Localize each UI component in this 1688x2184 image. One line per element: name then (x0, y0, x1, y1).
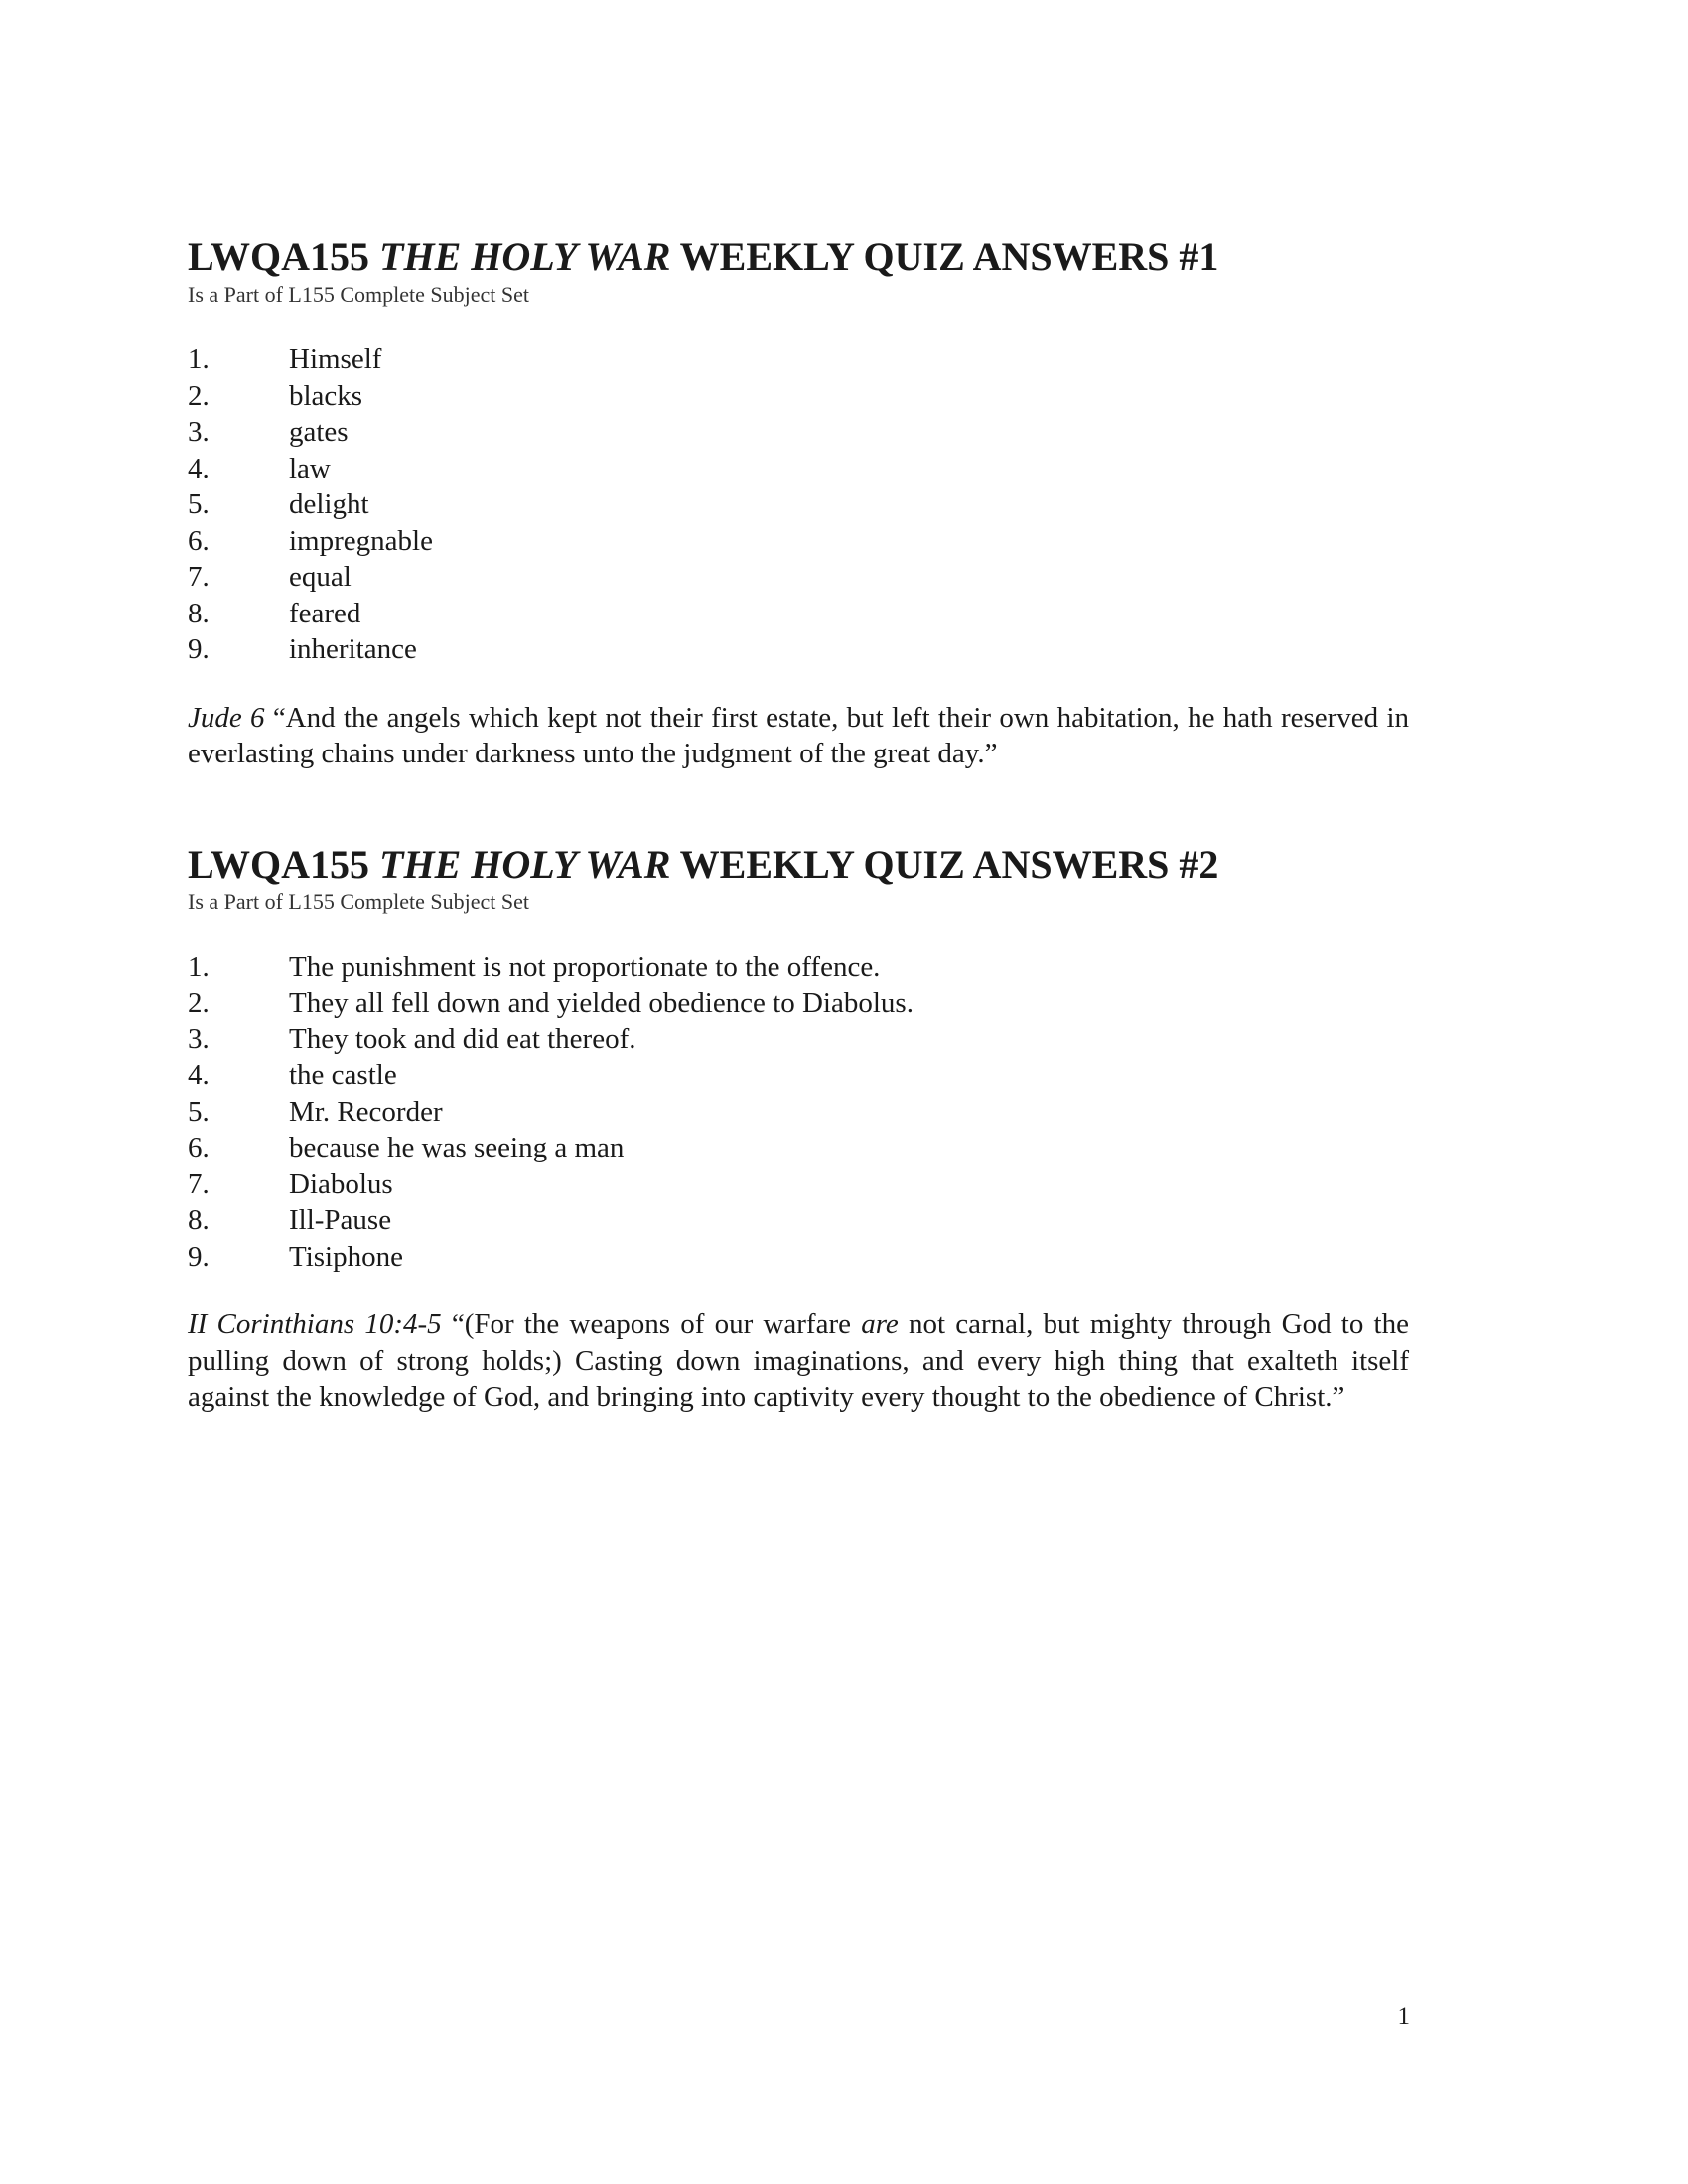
answer-text: Himself (289, 343, 382, 375)
answer-text: the castle (289, 1059, 397, 1091)
answer-text: Tisiphone (289, 1240, 403, 1273)
answer-number: 8. (188, 597, 210, 629)
list-item (188, 1166, 1409, 1203)
list-item (188, 1094, 1409, 1131)
list-item (188, 451, 1409, 487)
answer-list (188, 949, 1409, 1276)
answer-number: 4. (188, 1059, 210, 1091)
page-number: 1 (1397, 2003, 1410, 2030)
list-item (188, 523, 1409, 560)
section-subtitle: Is a Part of L155 Complete Subject Set (188, 282, 529, 307)
document-page (188, 234, 1409, 1416)
answer-number: 7. (188, 1167, 210, 1200)
answer-text: blacks (289, 379, 363, 412)
list-item (188, 341, 1409, 378)
list-item (188, 559, 1409, 596)
scripture-verse: Jude 6 “And the angels which kept not their first estate, but left their own habitation, he hath reserved in everlasting chains under darkness unto the judgment of the great day.” (188, 701, 1409, 769)
list-item (188, 1202, 1409, 1239)
section-title: LWQA155 THE HOLY WAR WEEKLY QUIZ ANSWERS #2 (188, 841, 1219, 887)
answer-text: because he was seeing a man (289, 1132, 625, 1163)
answer-number: 1. (188, 950, 210, 983)
answer-number: 6. (188, 524, 210, 557)
answer-list (188, 341, 1409, 668)
list-item (188, 631, 1409, 668)
quiz-answers-section-1 (188, 234, 1409, 772)
answer-text: They all fell down and yielded obedience to Diabolus. (289, 987, 914, 1019)
section-title: LWQA155 THE HOLY WAR WEEKLY QUIZ ANSWERS #1 (188, 234, 1219, 279)
answer-number: 5. (188, 488, 210, 520)
answer-number: 2. (188, 379, 210, 412)
answer-number: 4. (188, 452, 210, 484)
list-item (188, 985, 1409, 1022)
answer-text: The punishment is not proportionate to the offence. (289, 950, 881, 983)
answer-number: 1. (188, 343, 210, 375)
list-item (188, 596, 1409, 632)
answer-number: 6. (188, 1132, 210, 1163)
verse-reference: II Corinthians 10:4-5 (188, 1308, 442, 1340)
answer-text: impregnable (289, 524, 433, 557)
answer-text: equal (289, 561, 352, 593)
section-subtitle: Is a Part of L155 Complete Subject Set (188, 888, 529, 914)
answer-text: They took and did eat thereof. (289, 1023, 636, 1055)
verse-reference: Jude 6 (188, 701, 265, 734)
list-item (188, 1130, 1409, 1166)
quiz-answers-section-2 (188, 842, 1409, 1416)
list-item (188, 378, 1409, 415)
list-item (188, 414, 1409, 451)
answer-number: 7. (188, 561, 210, 593)
answer-number: 8. (188, 1204, 210, 1236)
list-item (188, 949, 1409, 986)
list-item (188, 1239, 1409, 1276)
answer-number: 9. (188, 1240, 210, 1273)
answer-text: delight (289, 488, 369, 520)
answer-text: feared (289, 597, 361, 629)
answer-text: Ill-Pause (289, 1204, 392, 1236)
answer-number: 3. (188, 416, 210, 448)
scripture-verse: II Corinthians 10:4-5 “(For the weapons of our warfare are not carnal, but mighty through God to the pulling down of strong holds;) Casting down imaginations, and every high thing that exalteth itself against the knowledge of God, and bringing into captivity every thought to the obedience of Christ.” (188, 1308, 1409, 1413)
answer-text: Diabolus (289, 1167, 393, 1200)
list-item (188, 486, 1409, 523)
answer-text: gates (289, 416, 349, 448)
answer-text: law (289, 452, 331, 484)
answer-number: 2. (188, 987, 210, 1019)
answer-number: 9. (188, 633, 210, 665)
list-item (188, 1057, 1409, 1094)
answer-number: 3. (188, 1023, 210, 1055)
answer-number: 5. (188, 1095, 210, 1128)
list-item (188, 1022, 1409, 1058)
answer-text: Mr. Recorder (289, 1095, 443, 1128)
answer-text: inheritance (289, 633, 417, 665)
